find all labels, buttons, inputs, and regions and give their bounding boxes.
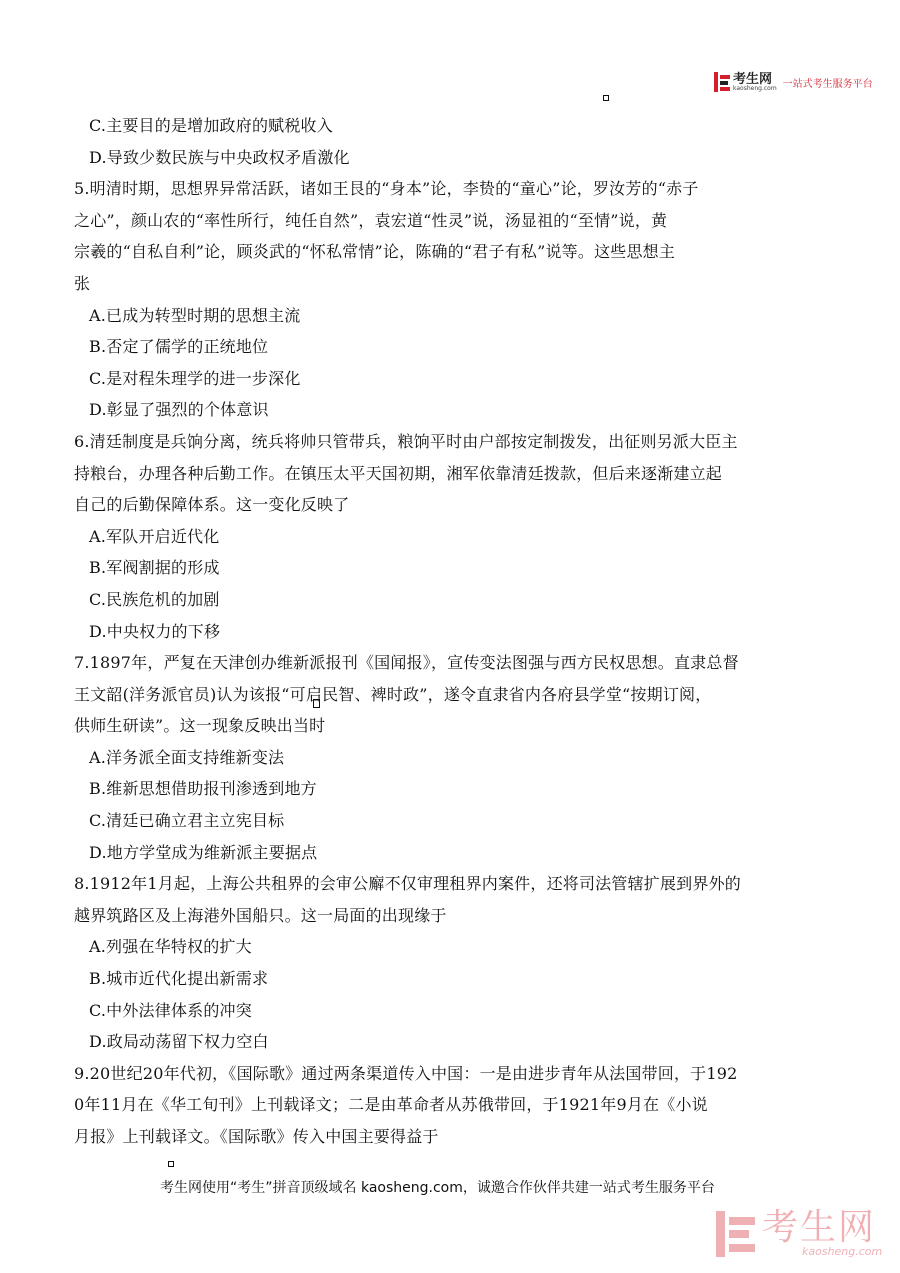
kaosheng-logo-icon <box>714 72 730 92</box>
answer-option: B.城市近代化提出新需求 <box>89 969 269 989</box>
answer-option: C.中外法律体系的冲突 <box>89 1000 252 1020</box>
logo-name: 考生网 <box>733 71 773 87</box>
question-text: 7.1897年，严复在天津创办维新派报刊《国闻报》，宣传变法图强与西方民权思想。直隶总督 <box>74 653 739 673</box>
marker-square-icon <box>168 1161 174 1167</box>
answer-option: D.彰显了强烈的个体意识 <box>89 400 269 420</box>
document-body <box>74 110 829 1153</box>
answer-option: D.地方学堂成为维新派主要据点 <box>89 842 318 862</box>
answer-option: A.已成为转型时期的思想主流 <box>89 305 301 325</box>
question-text-continued: 0年11月在《华工旬刊》上刊载译文；二是由革命者从苏俄带回，于1921年9月在《小说 <box>74 1095 708 1115</box>
question-text-continued: 张 <box>74 273 91 293</box>
question-text: 5.明清时期，思想界异常活跃，诸如王艮的“身本”论，李贽的“童心”论，罗汝芳的“赤子 <box>74 179 699 199</box>
answer-option: B.维新思想借助报刊渗透到地方 <box>89 779 317 799</box>
question-text-continued: 供师生研读”。这一现象反映出当时 <box>74 716 326 736</box>
answer-option: A.洋务派全面支持维新变法 <box>89 747 285 767</box>
answer-option: B.军阀割据的形成 <box>89 558 220 578</box>
answer-option: B.否定了儒学的正统地位 <box>89 337 269 357</box>
watermark-domain: kaosheng.com <box>802 1245 883 1258</box>
question-text-continued: 之心”，颜山农的“率性所行，纯任自然”，袁宏道“性灵”说，汤显祖的“至情”说，黄 <box>74 210 668 230</box>
question-text: 6.清廷制度是兵饷分离，统兵将帅只管带兵，粮饷平时由户部按定制拨发，出征则另派大臣主 <box>74 431 738 451</box>
answer-option: C.主要目的是增加政府的赋税收入 <box>89 116 333 135</box>
answer-option: C.是对程朱理学的进一步深化 <box>89 368 301 388</box>
question-text-continued: 自己的后勤保障体系。这一变化反映了 <box>74 495 350 515</box>
question-text-continued: 持粮台，办理各种后勤工作。在镇压太平天国初期，湘军依靠清廷拨款，但后来逐渐建立起 <box>74 463 723 483</box>
answer-option: C.清廷已确立君主立宪目标 <box>89 811 285 831</box>
watermark-name: 考生网 <box>762 1207 877 1248</box>
answer-option: A.军队开启近代化 <box>89 526 220 546</box>
answer-option: D.政局动荡留下权力空白 <box>89 1032 269 1052</box>
answer-option: A.列强在华特权的扩大 <box>89 937 252 957</box>
header-logo[interactable] <box>714 70 873 94</box>
question-text-continued: 月报》上刊载译文。《国际歌》传入中国主要得益于 <box>74 1127 439 1146</box>
question-text: 8.1912年1月起，上海公共租界的会审公廨不仅审理租界内案件，还将司法管辖扩展到界外的 <box>74 874 741 894</box>
answer-option: D.中央权力的下移 <box>89 621 221 641</box>
kaosheng-watermark-icon <box>716 1211 756 1257</box>
watermark <box>716 1207 883 1258</box>
question-text-continued: 宗羲的“自私自利”论，顾炎武的“怀私常情”论，陈确的“君子有私”说等。这些思想主 <box>74 242 676 262</box>
answer-option: C.民族危机的加剧 <box>89 589 220 609</box>
footer-text: 考生网使用“考生”拼音顶级域名 kaosheng.com，诚邀合作伙伴共建一站式考生服务平台 <box>160 1180 715 1196</box>
marker-square-icon <box>603 95 609 101</box>
question-text-continued: 越界筑路区及上海港外国船只。这一局面的出现缘于 <box>74 905 447 925</box>
answer-option: D.导致少数民族与中央政权矛盾激化 <box>89 147 350 167</box>
logo-tagline: 一站式考生服务平台 <box>782 78 873 90</box>
question-text-continued: 王文韶(洋务派官员)认为该报“可启民智、裨时政”，遂令直隶省内各府县学堂“按期订阅， <box>74 684 712 704</box>
question-text: 9.20世纪20年代初，《国际歌》通过两条渠道传入中国：一是由进步青年从法国带回，于192 <box>74 1063 738 1083</box>
logo-domain: kaosheng.com <box>733 84 777 92</box>
